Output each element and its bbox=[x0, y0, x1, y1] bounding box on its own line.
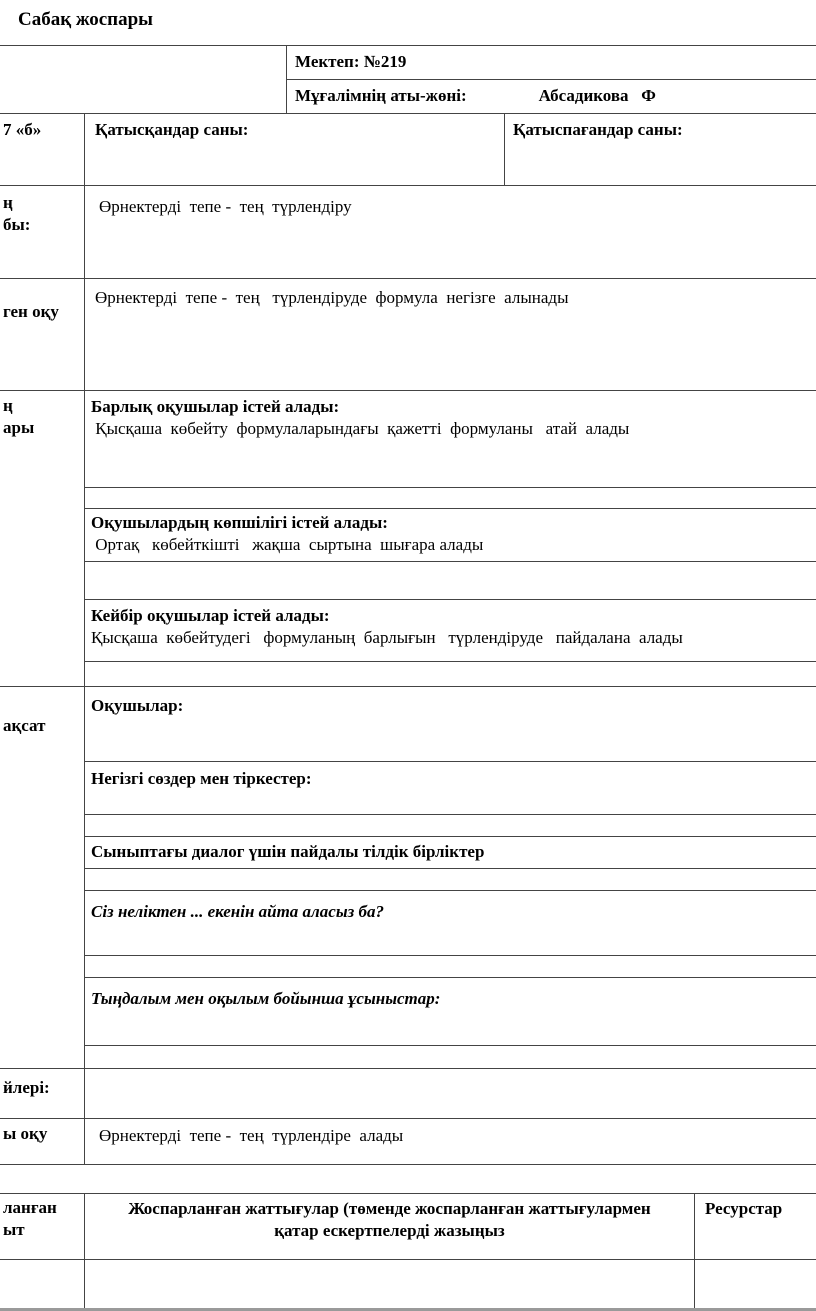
absent-count-label: Қатыспағандар саны: bbox=[513, 120, 683, 139]
prior-left-fragment: ы оқу bbox=[0, 1119, 85, 1164]
time-fragment-line1: ланған bbox=[3, 1198, 57, 1217]
row-learning-objectives bbox=[0, 279, 816, 391]
language-empty-row-4 bbox=[85, 1046, 816, 1068]
school-name: Мектеп: №219 bbox=[287, 46, 816, 80]
language-recommendations-label: Тыңдалым мен оқылым бойынша ұсыныстар: bbox=[85, 978, 816, 1046]
goals-all-value: Қысқаша көбейту формулаларындағы қажетті формуланы атай алады bbox=[91, 419, 630, 438]
language-empty-row-3 bbox=[85, 956, 816, 978]
exercises-cell-empty bbox=[85, 1260, 695, 1311]
language-dialog-label: Сыныптағы диалог үшін пайдалы тілдік бірліктер bbox=[85, 837, 816, 869]
row-class-attendance bbox=[0, 114, 816, 186]
topic-fragment-line2: бы: bbox=[3, 215, 31, 234]
goals-col bbox=[85, 391, 816, 686]
row-assessment-criteria bbox=[0, 1069, 816, 1119]
goals-empty-row-3 bbox=[85, 662, 816, 686]
teacher-label: Мұғалімнің аты-жөні: bbox=[295, 86, 467, 105]
time-left-fragment bbox=[0, 1194, 85, 1259]
resources-header: Ресурстар bbox=[705, 1199, 783, 1218]
row-school-teacher bbox=[0, 46, 816, 114]
goals-most-value: Ортақ көбейткішті жақша сыртына шығара алады bbox=[91, 535, 484, 554]
goals-some-label: Кейбір оқушылар істей алады: bbox=[91, 606, 330, 625]
language-empty-row-1 bbox=[85, 815, 816, 837]
time-fragment-line2: ыт bbox=[3, 1220, 25, 1239]
teacher-row bbox=[287, 80, 816, 113]
goals-all-label: Барлық оқушылар істей алады: bbox=[91, 397, 340, 416]
goals-empty-row-1 bbox=[85, 488, 816, 509]
row-exercises-header bbox=[0, 1194, 816, 1260]
class-fragment: 7 «б» bbox=[0, 114, 85, 185]
language-question-label: Сіз неліктен ... екенін айта аласыз ба? bbox=[85, 891, 816, 956]
goals-most-label: Оқушылардың көпшілігі істей алады: bbox=[91, 513, 388, 532]
topic-value: Өрнектерді тепе - тең түрлендіру bbox=[99, 197, 352, 216]
language-empty-row-2 bbox=[85, 869, 816, 891]
present-count-label: Қатысқандар саны: bbox=[85, 114, 505, 185]
criteria-value-empty bbox=[85, 1069, 816, 1118]
cell-left-empty bbox=[0, 46, 287, 113]
goals-all-students bbox=[85, 391, 816, 488]
goals-most-students bbox=[85, 509, 816, 562]
criteria-left-fragment: йлері: bbox=[0, 1069, 85, 1118]
language-keywords-label: Негізгі сөздер мен тіркестер: bbox=[85, 762, 816, 815]
prior-value: Өрнектерді тепе - тең түрлендіре алады bbox=[99, 1126, 404, 1145]
language-students-label: Оқушылар: bbox=[85, 687, 816, 762]
planned-exercises-table bbox=[0, 1193, 816, 1311]
school-teacher-col bbox=[287, 46, 816, 113]
language-left-fragment: ақсат bbox=[0, 687, 85, 1068]
goals-fragment-line1: ң bbox=[3, 396, 13, 415]
goals-empty-row-2 bbox=[85, 562, 816, 600]
exercises-header: Жоспарланған жаттығулар (төменде жоспарланған жаттығулармен қатар ескертпелерді жазыңыз bbox=[85, 1194, 695, 1259]
objectives-value: Өрнектерді тепе - тең түрлендіруде формула негізге алынады bbox=[95, 288, 569, 307]
time-cell-empty bbox=[0, 1260, 85, 1311]
row-prior-learning bbox=[0, 1119, 816, 1165]
row-lesson-goals bbox=[0, 391, 816, 687]
resources-cell-empty bbox=[695, 1260, 816, 1311]
language-col bbox=[85, 687, 816, 1068]
topic-fragment-line1: ң bbox=[3, 193, 13, 212]
goals-left-fragment bbox=[0, 391, 85, 686]
goals-some-students bbox=[85, 600, 816, 662]
row-topic bbox=[0, 186, 816, 279]
topic-left-fragment bbox=[0, 186, 85, 278]
goals-fragment-line2: ары bbox=[3, 418, 35, 437]
goals-some-value: Қысқаша көбейтудегі формуланың барлығын түрлендіруде пайдалана алады bbox=[91, 628, 683, 647]
teacher-name: Абсадикова Ф bbox=[538, 86, 656, 105]
row-language-goal bbox=[0, 687, 816, 1069]
objectives-left-fragment: ген оқу bbox=[0, 279, 85, 390]
row-exercises-body-partial bbox=[0, 1260, 816, 1311]
document-title: Сабақ жоспары bbox=[18, 9, 154, 30]
lesson-plan-table bbox=[0, 45, 816, 1165]
